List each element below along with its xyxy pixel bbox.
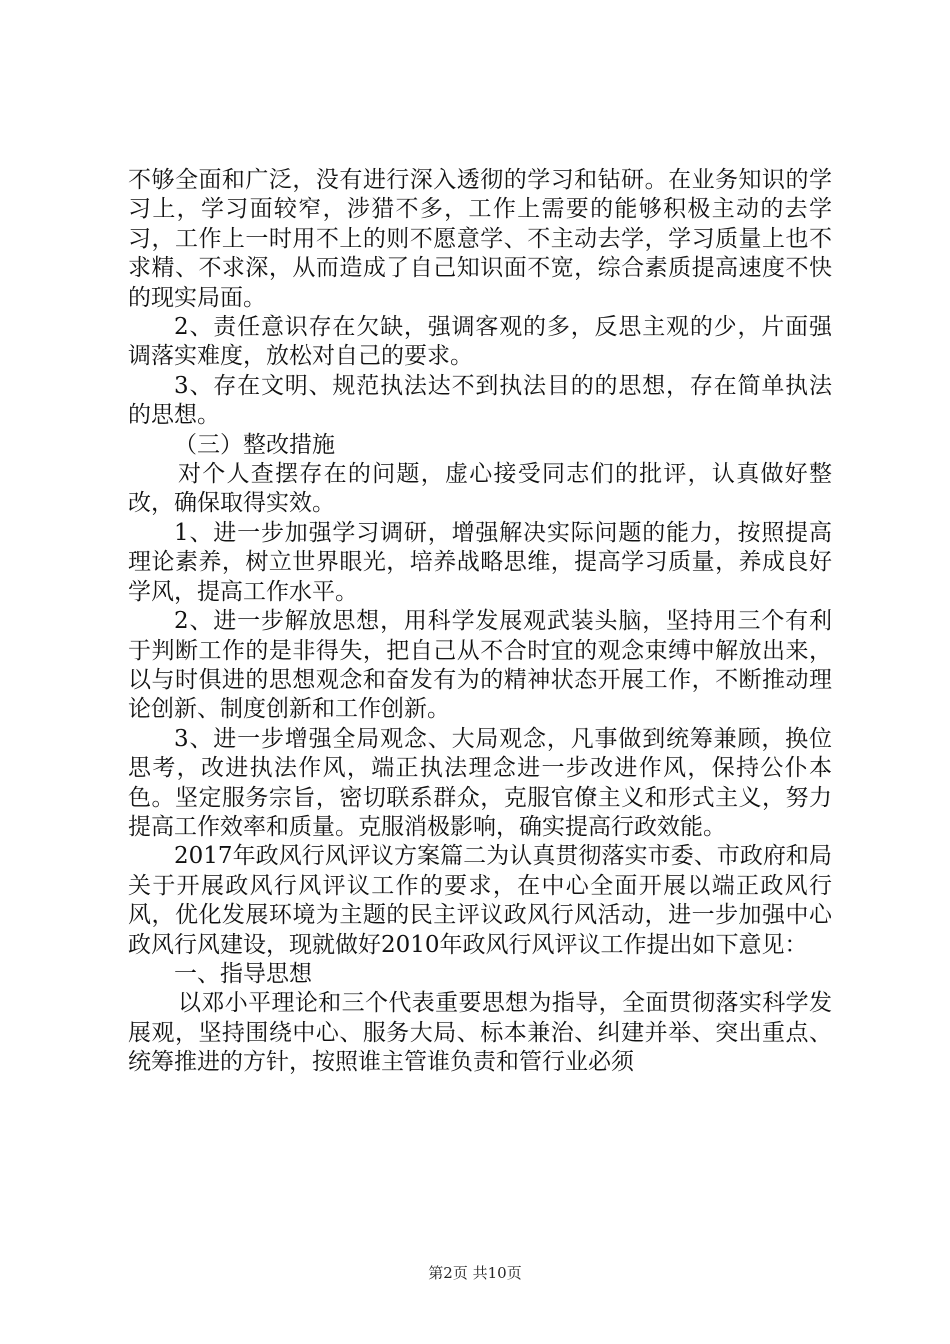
document-body: [128, 166, 832, 1078]
paragraph-intro: 对个人查摆存在的问题，虚心接受同志们的批评，认真做好整改，确保取得实效。: [128, 461, 832, 517]
paragraph-guiding-thought: 以邓小平理论和三个代表重要思想为指导，全面贯彻落实科学发展观，坚持围绕中心、服务大局、标本兼治、纠建并举、突出重点、统筹推进的方针，按照谁主管谁负责和管行业必须: [128, 990, 832, 1076]
section-heading-guiding-thought: 一、指导思想: [174, 960, 312, 987]
paragraph-continuation: 不够全面和广泛，没有进行深入透彻的学习和钻研。在业务知识的学习上，学习面较窄，涉猎不多，工作上需要的能够积极主动的去学习，工作上一时用不上的则不愿意学、不主动去学，学习质量上也不求精、不求深，从而造成了自己知识面不宽，综合素质提高速度不快的现实局面。: [128, 167, 832, 311]
paragraph-measure-2: 2、进一步解放思想，用科学发展观武装头脑，坚持用三个有利于判断工作的是非得失，把自己从不合时宜的观念束缚中解放出来，以与时俱进的思想观念和奋发有为的精神状态开展工作，不断推动理论创新、制度创新和工作创新。: [128, 608, 832, 723]
section-heading-rectification: （三）整改措施: [174, 431, 335, 458]
paragraph-item-3: 3、存在文明、规范执法达不到执法目的的思想，存在简单执法的思想。: [128, 372, 832, 429]
paragraph-measure-3: 3、进一步增强全局观念、大局观念，凡事做到统筹兼顾，换位思考，改进执法作风，端正执法理念进一步改进作风，保持公仆本色。坚定服务宗旨，密切联系群众，克服官僚主义和形式主义，努力提高工作效率和质量。克服消极影响，确实提高行政效能。: [128, 725, 832, 840]
paragraph-plan-two: 2017年政风行风评议方案篇二为认真贯彻落实市委、市政府和局关于开展政风行风评议工作的要求，在中心全面开展以端正政风行风，优化发展环境为主题的民主评议政风行风活动，进一步加强中心政风行风建设，现就做好2010年政风行风评议工作提出如下意见：: [128, 843, 832, 958]
page-footer: 第2页 共10页: [428, 1264, 522, 1282]
paragraph-item-2: 2、责任意识存在欠缺，强调客观的多，反思主观的少，片面强调落实难度，放松对自己的要求。: [128, 314, 832, 370]
paragraph-measure-1: 1、进一步加强学习调研，增强解决实际问题的能力，按照提高理论素养，树立世界眼光，培养战略思维，提高学习质量，养成良好学风，提高工作水平。: [128, 519, 832, 605]
